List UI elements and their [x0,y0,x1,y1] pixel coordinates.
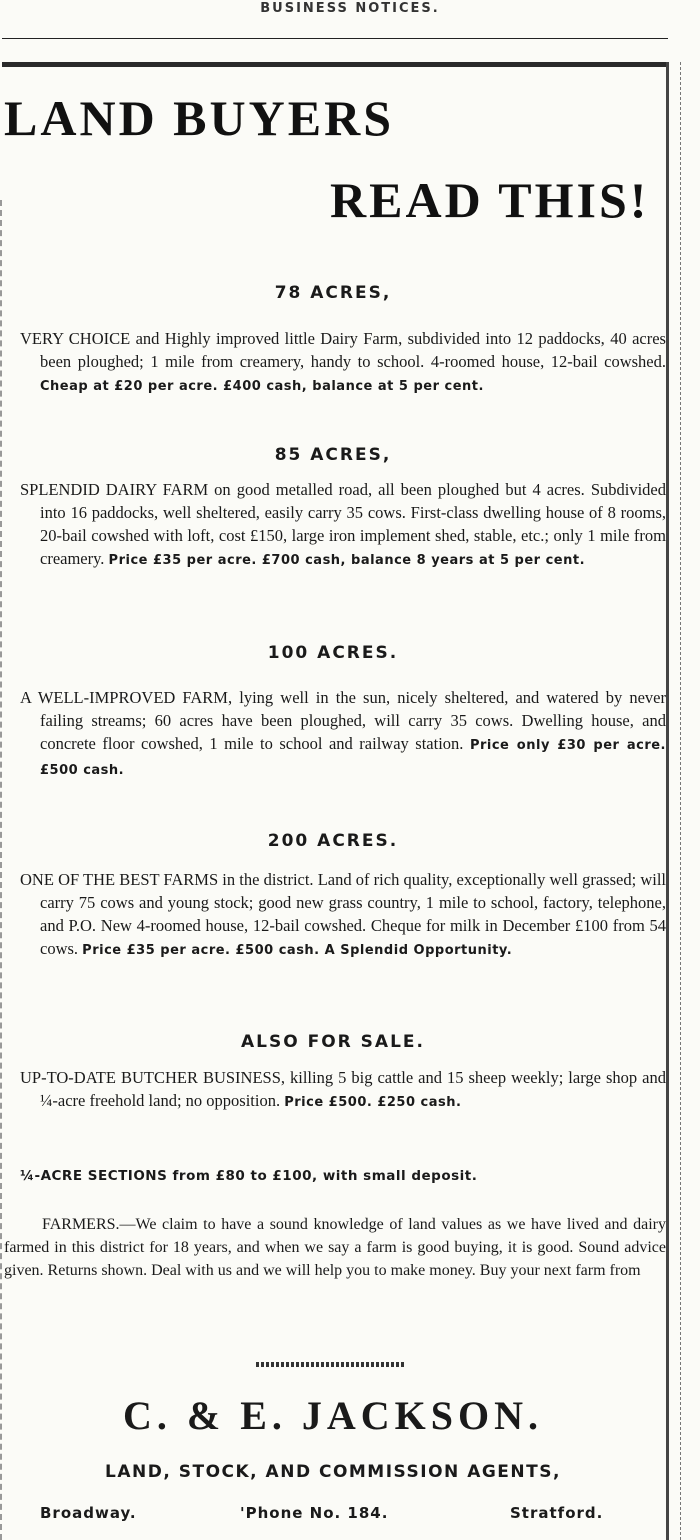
right-border [666,62,669,1540]
listing-2-body: on good metalled road, all been ploughed but 4 acres. Subdivided into 16 paddocks, well sheltered, easily carry 35 cows. First-class dwelling house of 8 rooms, 20-bail cowshed with loft, cost £150, large iron implement shed, stable, etc.; only 1 mile from creamery. [40,480,666,568]
also-for-sale-heading: ALSO FOR SALE. [241,1032,425,1052]
listing-3-lead: A WELL-IMPROVED FARM, [20,688,233,707]
right-border-dashed [680,62,682,1540]
listing-3-body: lying well in the sun, nicely sheltered, and watered by never failing streams; 60 acres have been ploughed, will carry 35 cows. Dwelling house, and concrete floor cowshed, 1 mile to school and railway station. [40,688,666,753]
listing-1-terms: Cheap at £20 per acre. £400 cash, balance at 5 per cent. [40,379,484,394]
headline-land-buyers: LAND BUYERS [4,90,395,146]
butcher-business-text [0,1066,666,1114]
section-header: BUSINESS NOTICES. [260,1,440,16]
listing-2-terms: Price £35 per acre. £700 cash, balance 8 years at 5 per cent. [108,553,586,568]
firm-name: C. & E. JACKSON. [122,1393,544,1438]
listing-2-acres: 85 ACRES, [274,445,392,465]
ornament-rule [256,1362,406,1367]
firm-tagline: LAND, STOCK, AND COMMISSION AGENTS, [105,1462,561,1482]
headline-read-this: READ THIS! [330,172,650,228]
listing-1-text [0,327,666,398]
listing-2-lead: SPLENDID DAIRY FARM [20,480,209,499]
butcher-body: killing 5 big cattle and 15 sheep weekly; large shop and ¼-acre freehold land; no opposition. [40,1068,666,1110]
sections-line: ¼-ACRE SECTIONS from £80 to £100, with small deposit. [20,1168,478,1184]
farmers-paragraph: FARMERS.—We claim to have a sound knowledge of land values as we have lived and dairy farmed in this district for 18 years, and when we say a farm is good buying, it is good. Sound advice given. Returns shown. Deal with us and we will help you to make money. Buy your next farm from [4,1216,666,1279]
listing-4-body: in the district. Land of rich quality, exceptionally well grassed; will carry 75 cows and young stock; good new grass country, 1 mile to school, factory, telephone, and P.O. New 4-roomed house, 12-bail cowshed. Cheque for milk in December £100 from 54 cows. [40,870,666,958]
firm-street: Broadway. [40,1504,137,1522]
firm-phone: 'Phone No. 184. [240,1504,389,1522]
listing-3-acres: 100 ACRES. [267,643,399,663]
listing-1-acres: 78 ACRES, [274,283,392,303]
listing-4-terms: Price £35 per acre. £500 cash. A Splendid Opportunity. [82,943,513,958]
listing-1-lead: VERY CHOICE and Highly improved little Dairy Farm, [20,329,403,348]
listing-3-text [0,686,666,782]
butcher-lead: UP-TO-DATE BUTCHER BUSINESS, [20,1068,286,1087]
listing-1-body: subdivided into 12 paddocks, 40 acres been ploughed; 1 mile from creamery, handy to school. 4-roomed house, 12-bail cowshed. [40,329,666,371]
top-rule [2,38,668,39]
thick-rule [2,62,666,67]
listing-4-text [0,868,666,962]
butcher-terms: Price £500. £250 cash. [284,1095,462,1110]
listing-4-lead: ONE OF THE BEST FARMS [20,870,219,889]
firm-town: Stratford. [510,1504,604,1522]
listing-3-terms: Price only £30 per acre. £500 cash. [40,738,666,778]
listing-4-acres: 200 ACRES. [267,831,399,851]
listing-2-text [0,478,666,572]
